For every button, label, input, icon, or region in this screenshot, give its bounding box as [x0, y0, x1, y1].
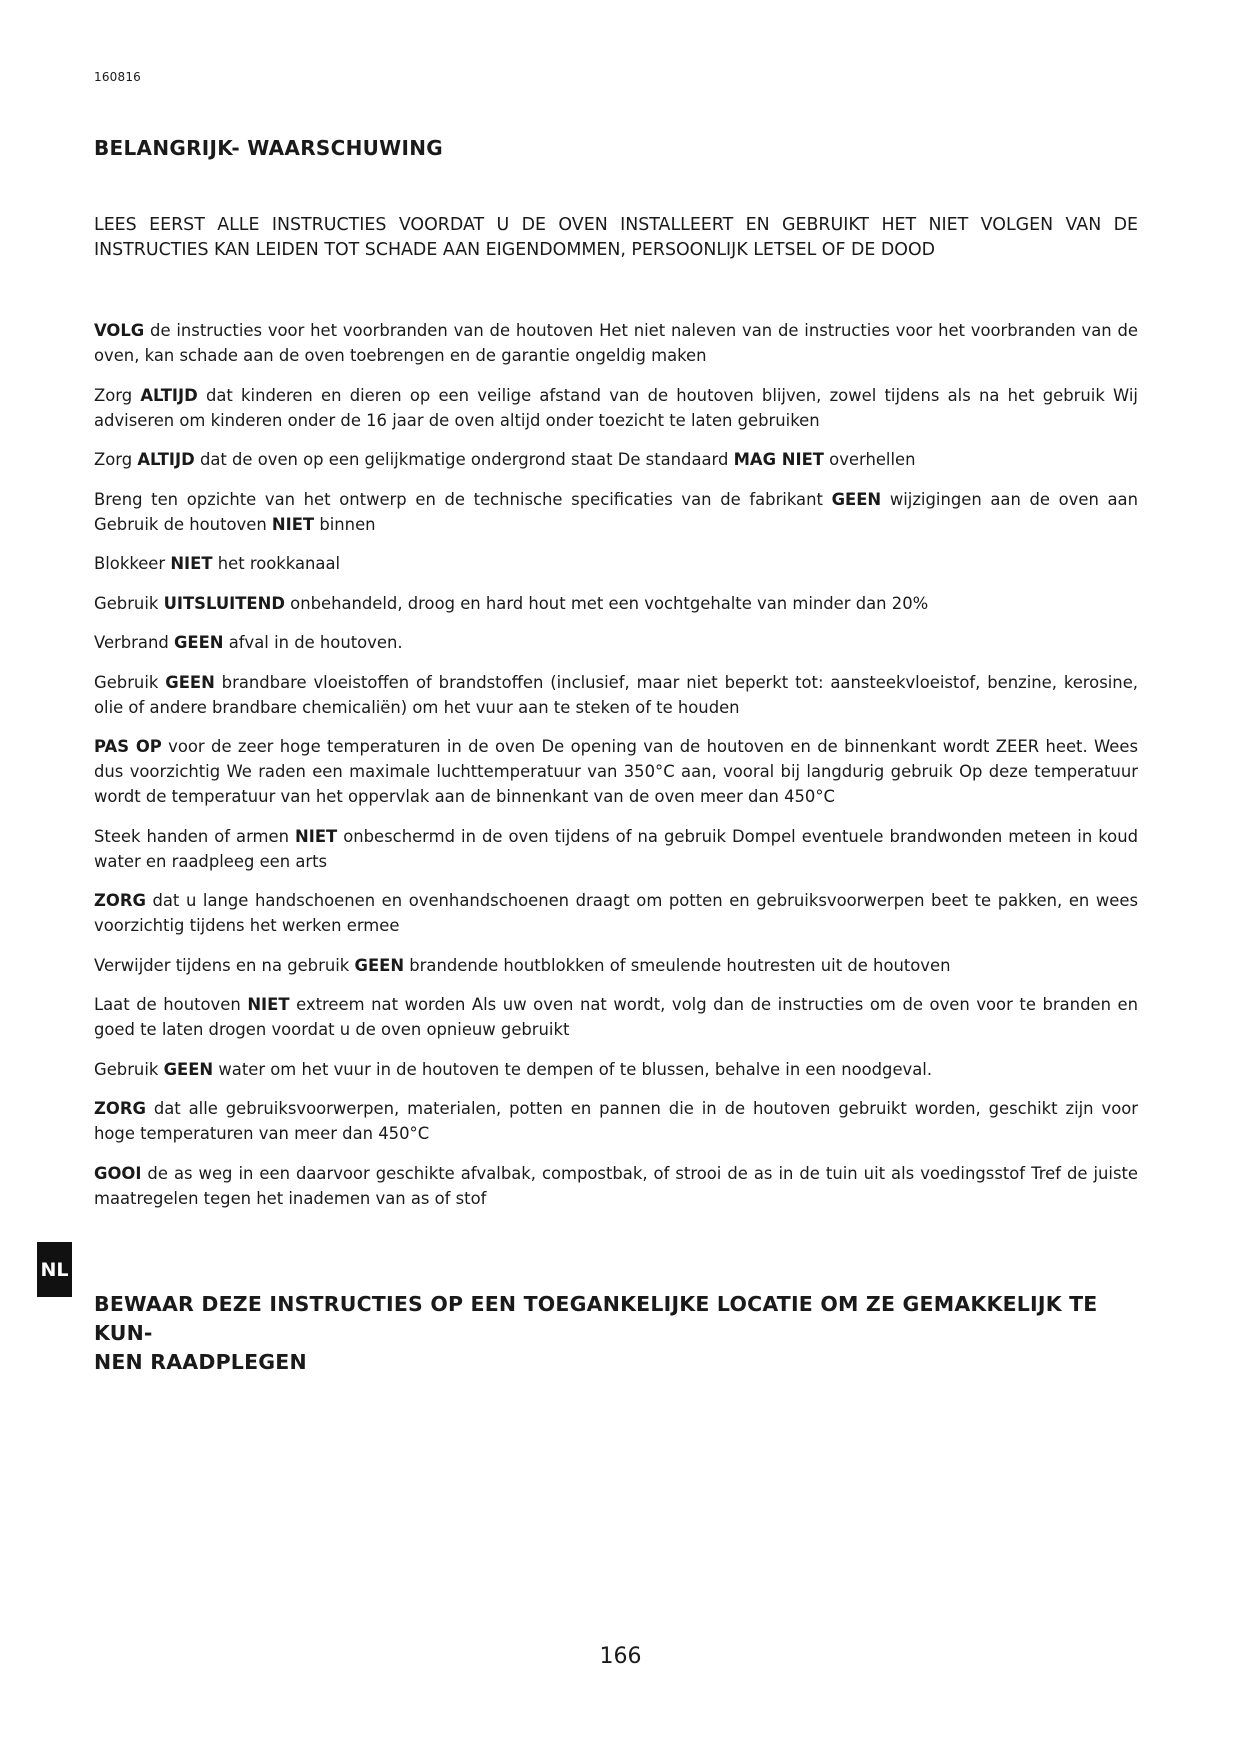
warning-item: Zorg ALTIJD dat kinderen en dieren op een veilige afstand van de houtoven blijven, zowel tijdens als na het gebruik Wij adviseren om kinderen onder de 16 jaar de oven altijd onder toezicht te laten gebruiken — [94, 385, 1138, 430]
warning-item: Verbrand GEEN afval in de houtoven. — [94, 633, 403, 652]
warning-item: ZORG dat alle gebruiksvoorwerpen, materialen, potten en pannen die in de houtoven gebruikt worden, geschikt zijn voor hoge temperaturen van meer dan 450°C — [94, 1099, 1138, 1143]
language-tab: NL — [37, 1242, 72, 1297]
warning-item: GOOI de as weg in een daarvoor geschikte afvalbak, compostbak, of strooi de as in de tuin uit als voedingsstof Tref de juiste maatregelen tegen het inademen van as of stof — [94, 1163, 1138, 1208]
warning-item: Laat de houtoven NIET extreem nat worden Als uw oven nat wordt, volg dan de instructies om de oven voor te branden en goed te laten drogen voordat u de oven opnieuw gebruikt — [94, 995, 1139, 1039]
document-code: 160816 — [94, 70, 142, 84]
warning-item: Steek handen of armen NIET onbeschermd in de oven tijdens of na gebruik Dompel eventuele brandwonden meteen in koud water en raadpleeg een arts — [94, 826, 1138, 871]
warning-item: ZORG dat u lange handschoenen en ovenhandschoenen draagt om potten en gebruiksvoorwerpen beet te pakken, en wees voorzichtig tijdens het werken ermee — [94, 891, 1138, 935]
page-title: BELANGRIJK- WAARSCHUWING — [94, 136, 444, 160]
warning-item: PAS OP voor de zeer hoge temperaturen in de oven De opening van de houtoven en de binnenkant wordt ZEER heet. Wees dus voorzichtig We raden een maximale luchttemperatuur van 350°C aan, vooral bij langdurig gebruik Op deze temperatuur wordt de temperatuur van het oppervlak aan de binnenkant van de oven meer dan 450°C — [94, 737, 1138, 806]
warning-item: Gebruik GEEN water om het vuur in de houtoven te dempen of te blussen, behalve in een noodgeval. — [94, 1059, 933, 1079]
intro-warning: LEES EERST ALLE INSTRUCTIES VOORDAT U DE OVEN INSTALLEERT EN GEBRUIKT HET NIET VOLGEN VAN DE INSTRUCTIES KAN LEIDEN TOT SCHADE AAN EIGENDOMMEN, PERSOONLIJK LETSEL OF DE DOOD — [94, 215, 1138, 260]
warning-item: Gebruik UITSLUITEND onbehandeld, droog en hard hout met een vochtgehalte van minder dan 20% — [94, 593, 929, 613]
warning-item: Breng ten opzichte van het ontwerp en de technische specificaties van de fabrikant GEEN wijzigingen aan de oven aan Gebruik de houtoven NIET binnen — [94, 489, 1138, 534]
warning-item: Gebruik GEEN brandbare vloeistoffen of brandstoffen (inclusief, maar niet beperkt tot: aansteekvloeistof, benzine, kerosine, olie of andere brandbare chemicaliën) om het vuur aan te steken of te houden — [94, 672, 1138, 717]
warning-item: Zorg ALTIJD dat de oven op een gelijkmatige ondergrond staat De standaard MAG NIET overhellen — [94, 450, 916, 469]
page-number: 166 — [599, 1644, 642, 1669]
warning-item: VOLG de instructies voor het voorbranden van de houtoven Het niet naleven van de instructies voor het voorbranden van de oven, kan schade aan de oven toebrengen en de garantie ongeldig maken — [94, 321, 1138, 365]
save-instructions-notice: BEWAAR DEZE INSTRUCTIES OP EEN TOEGANKELIJKE LOCATIE OM ZE GEMAKKELIJK TE KUN- NEN RAADPLEGEN — [94, 1292, 1098, 1374]
warning-item: Blokkeer NIET het rookkanaal — [94, 554, 341, 573]
warning-list — [94, 318, 1138, 1225]
warning-item: Verwijder tijdens en na gebruik GEEN brandende houtblokken of smeulende houtresten uit de houtoven — [94, 955, 951, 975]
